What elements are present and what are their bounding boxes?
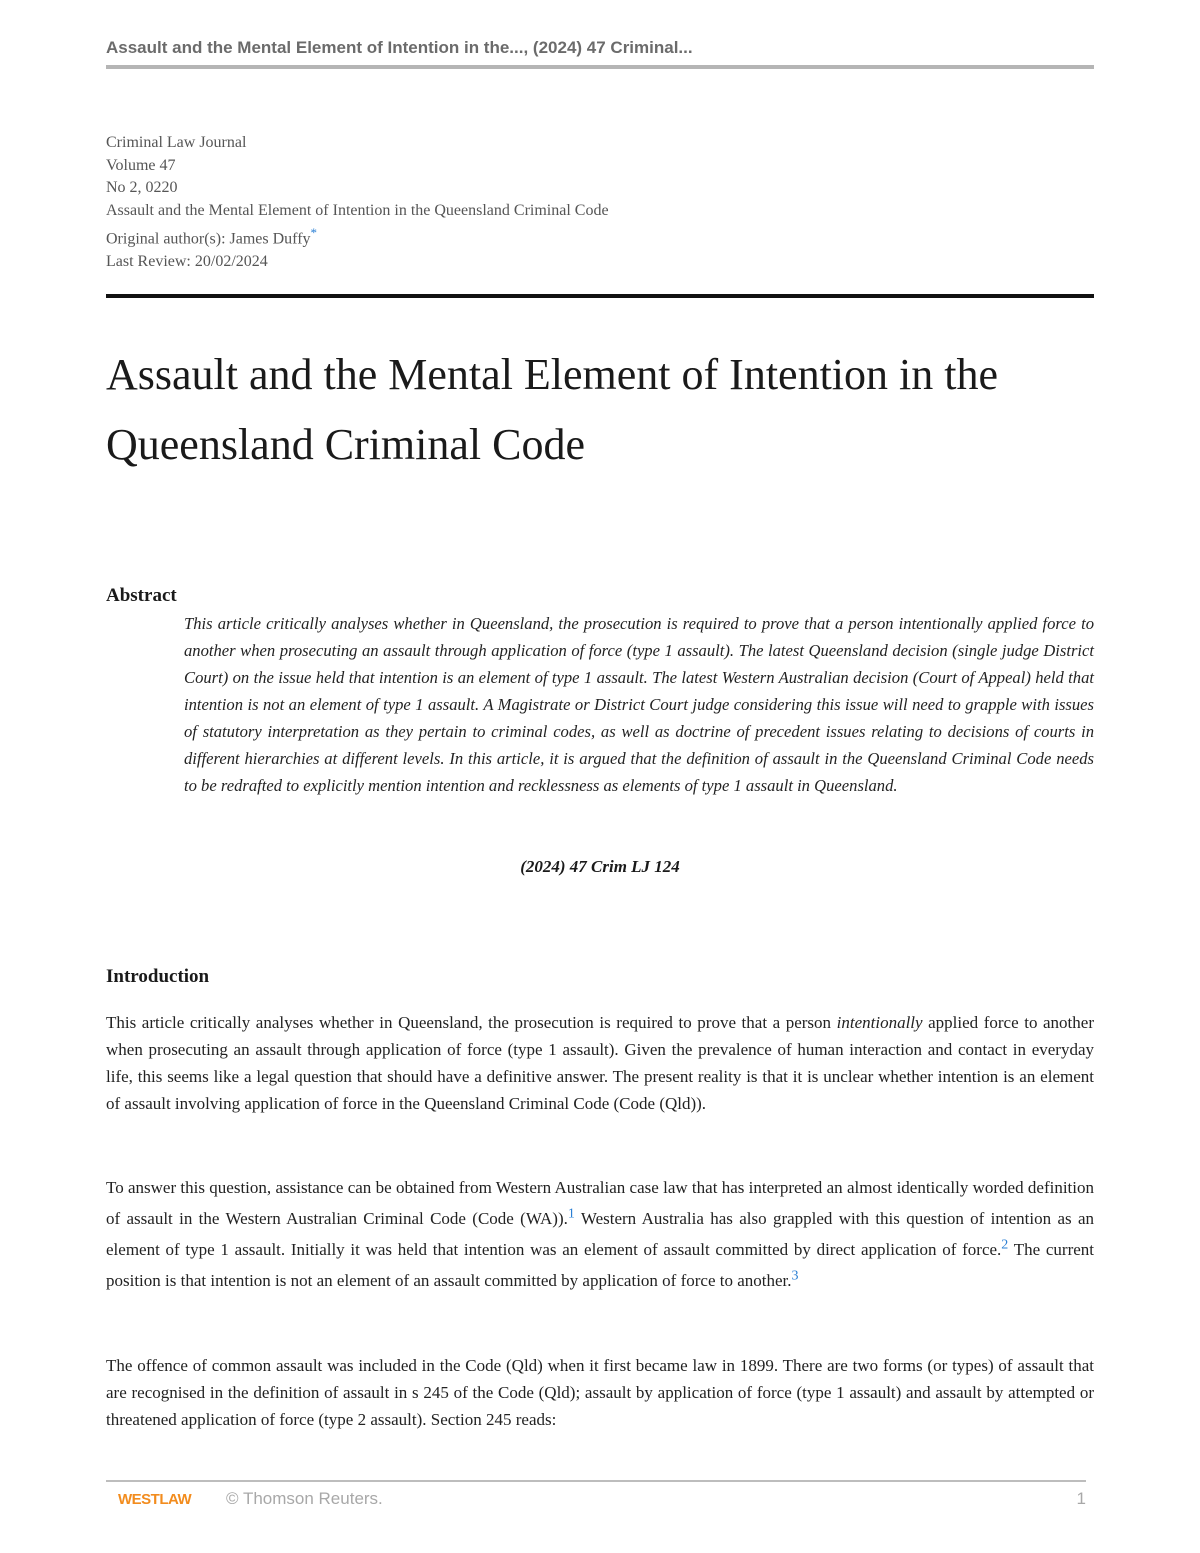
author-footnote-link[interactable]: * xyxy=(310,225,318,241)
paragraph-text: This article critically analyses whether in Queensland, the prosecution is required to prove that a person xyxy=(106,1013,837,1032)
metadata-divider xyxy=(106,294,1094,298)
footnote-link-2[interactable]: 2 xyxy=(1001,1237,1009,1253)
copyright: © Thomson Reuters. xyxy=(226,1489,383,1508)
footnote-link-3[interactable]: 3 xyxy=(791,1268,799,1284)
header-divider xyxy=(106,65,1094,69)
volume: Volume 47 xyxy=(106,156,176,174)
intro-paragraph-3: The offence of common assault was included in the Code (Qld) when it first became law in 1899. There are two forms (or types) of assault that are recognised in the definition of assault in s 245 of the Code (Qld); assault by application of force (type 1 assault) and assault by attempted or threatened application of force (type 2 assault). Section 245 reads: xyxy=(106,1356,1094,1429)
issue: No 2, 0220 xyxy=(106,179,178,197)
last-review: Last Review: 20/02/2024 xyxy=(106,253,268,271)
page-footer xyxy=(118,1489,1086,1511)
page-number: 1 xyxy=(1076,1489,1086,1508)
paragraph-text: applied force to another when prosecuting an assault through application of force (type 1 assault). Given the prevalence of human interaction and contact in everyday life, this seems like a legal question that should have a definitive answer. The present reality is that it is unclear whether intention is an element of assault involving application of force in the Queensland Criminal Code (Code (Qld)). xyxy=(106,1013,1094,1113)
abstract-heading: Abstract xyxy=(106,585,177,606)
author-line xyxy=(106,222,609,251)
emphasis-text: intentionally xyxy=(836,1013,923,1032)
intro-paragraph-1 xyxy=(106,1009,1094,1117)
westlaw-logo: WESTLAW xyxy=(118,1491,192,1508)
footer-divider xyxy=(106,1480,1086,1482)
author: Original author(s): James Duffy xyxy=(106,230,311,248)
article-title: Assault and the Mental Element of Intention in the Queensland Criminal Code xyxy=(106,350,999,469)
running-head: Assault and the Mental Element of Intention in the..., (2024) 47 Criminal... xyxy=(106,38,693,57)
intro-paragraph-2 xyxy=(106,1172,1094,1296)
paragraph-text: Western Australia has also grappled with this question of intention as an element of type 1 assault. Initially it was held that intention was an element of assault committed by direct application of force. xyxy=(106,1209,1094,1259)
abstract-text: This article critically analyses whether in Queensland, the prosecution is required to prove that a person intentionally applied force to another when prosecuting an assault through application of force (type 1 assault). The latest Queensland decision (single judge District Court) on the issue held that intention is an element of type 1 assault. The latest Western Australian decision (Court of Appeal) held that intention is not an element of type 1 assault. A Magistrate or District Court judge considering this issue will need to grapple with issues of statutory interpretation as they pertain to criminal codes, as well as doctrine of precedent issues relating to decisions of courts in different hierarchies at different levels. In this article, it is argued that the definition of assault in the Queensland Criminal Code needs to be redrafted to explicitly mention intention and recklessness as elements of type 1 assault in Queensland. xyxy=(184,614,1094,795)
paragraph-text: The current position is that intention is not an element of an assault committed by application of force to another. xyxy=(106,1240,1094,1290)
introduction-heading: Introduction xyxy=(106,966,210,987)
citation: (2024) 47 Crim LJ 124 xyxy=(520,857,680,876)
footnote-link-1[interactable]: 1 xyxy=(567,1206,575,1222)
metadata-article-title: Assault and the Mental Element of Intention in the Queensland Criminal Code xyxy=(106,201,609,219)
article-metadata xyxy=(106,132,609,274)
journal-name: Criminal Law Journal xyxy=(106,134,247,151)
paragraph-text: To answer this question, assistance can be obtained from Western Australian case law that has interpreted an almost identically worded definition of assault in the Western Australian Criminal Code (Code (WA)). xyxy=(106,1178,1094,1228)
